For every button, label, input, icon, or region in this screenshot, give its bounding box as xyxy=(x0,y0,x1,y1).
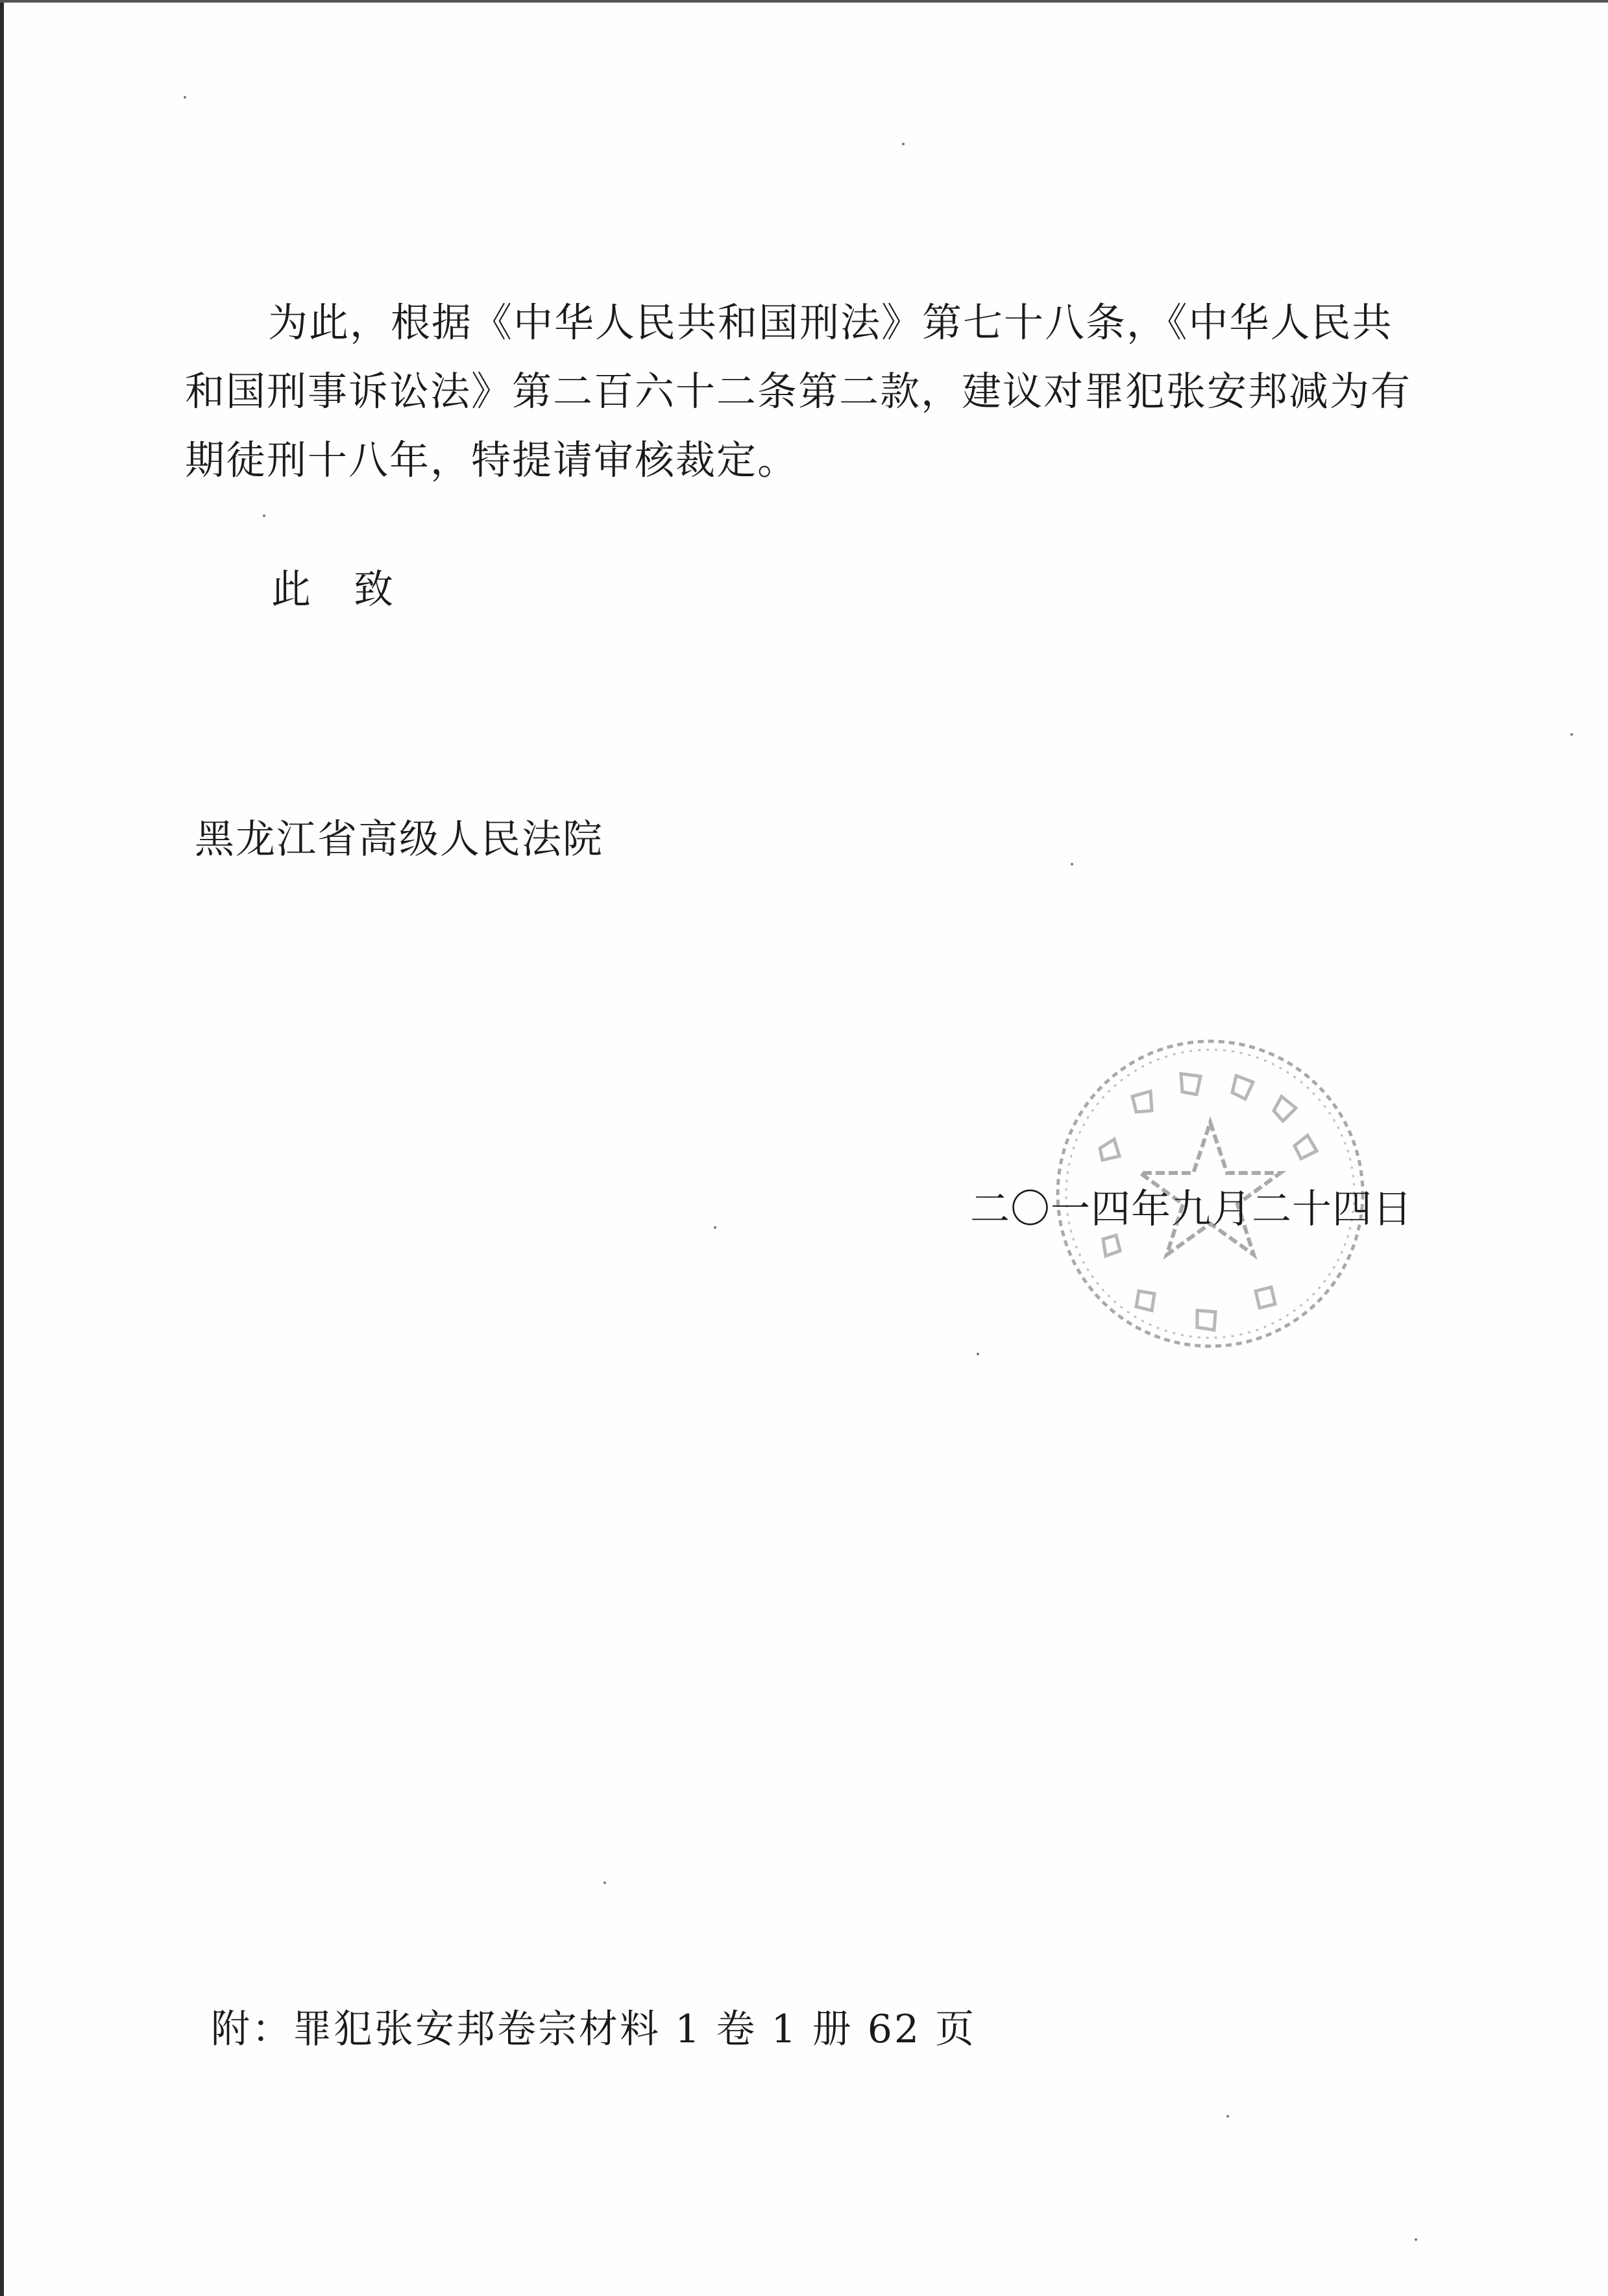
recipient-court: 黑龙江省高级人民法院 xyxy=(195,816,604,862)
issue-date: 二〇一四年九月二十四日 xyxy=(970,1186,1413,1232)
salutation-first: 此 xyxy=(271,566,311,612)
scan-speck xyxy=(977,1353,979,1355)
scan-speck xyxy=(1071,863,1073,865)
salutation xyxy=(271,558,393,614)
scan-speck xyxy=(1570,733,1573,736)
scan-speck xyxy=(184,96,186,99)
scan-speck xyxy=(1226,2115,1229,2118)
scan-speck xyxy=(263,514,265,517)
body-paragraph: 为此，根据《中华人民共和国刑法》第七十八条，《中华人民共和国刑事诉讼法》第二百六十二条第二款，建议对罪犯张安邦减为有期徒刑十八年，特提请审核裁定。 xyxy=(185,300,1412,483)
scan-speck xyxy=(902,143,905,145)
scan-speck xyxy=(1415,2238,1417,2241)
salutation-second: 致 xyxy=(354,566,394,612)
scan-speck xyxy=(603,1881,606,1884)
scan-edge-top xyxy=(0,0,1608,3)
scan-edge-left xyxy=(0,0,4,2296)
scan-speck xyxy=(714,1226,716,1229)
attachment-note: 附：罪犯张安邦卷宗材料 1 卷 1 册 62 页 xyxy=(211,2007,977,2052)
